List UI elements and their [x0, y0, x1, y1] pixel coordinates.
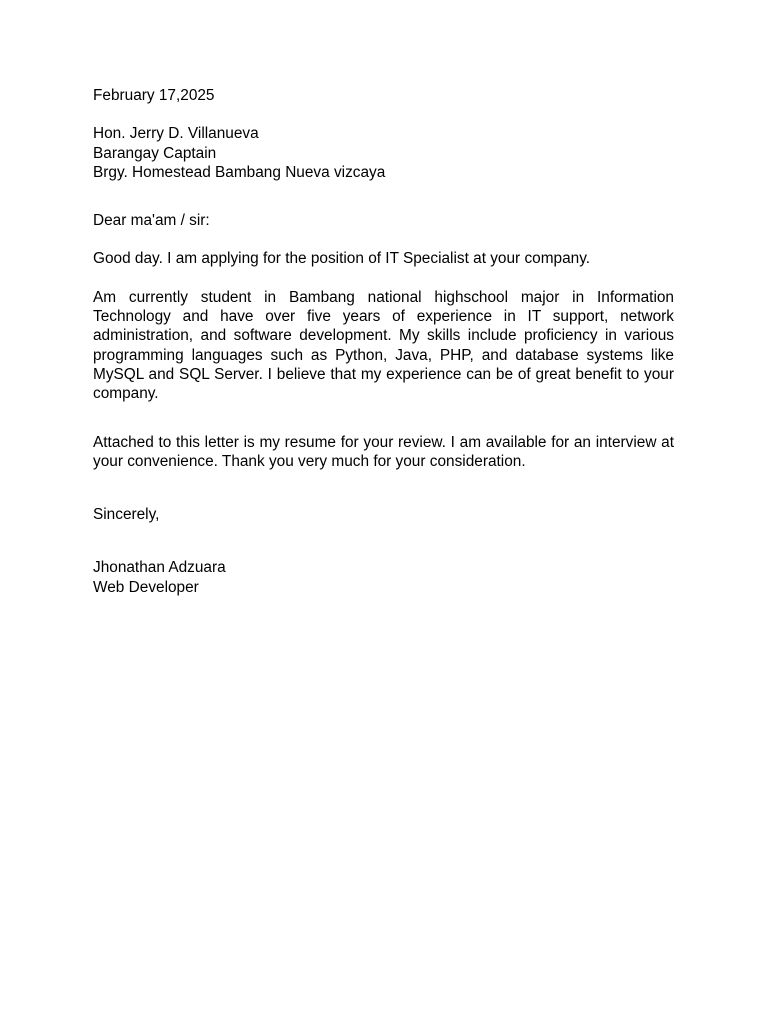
intro-paragraph: Good day. I am applying for the position of IT Specialist at your company. — [93, 250, 591, 268]
recipient-name: Hon. Jerry D. Villanueva — [93, 125, 259, 143]
salutation: Dear ma'am / sir: — [93, 212, 210, 230]
signature-block — [93, 558, 674, 597]
sender-name: Jhonathan Adzuara — [93, 559, 226, 577]
letter-date: February 17,2025 — [93, 87, 215, 104]
body-paragraph-attachment: Attached to this letter is my resume for your review. I am available for an interview at your convenience. Thank you very much for your consideration. — [93, 433, 674, 470]
recipient-address: Brgy. Homestead Bambang Nueva vizcaya — [93, 163, 386, 181]
recipient-block — [93, 124, 674, 182]
body-paragraph-experience: Am currently student in Bambang national highschool major in Information Technology and have over five years of experience in IT support, network administration, and software development. My skills include proficiency in various programming languages such as Python, Java, PHP, and database systems like MySQL and SQL Server. I believe that my experience can be of great benefit to your company. — [93, 288, 674, 403]
sender-title: Web Developer — [93, 578, 199, 596]
closing: Sincerely, — [93, 506, 160, 524]
cover-letter — [93, 86, 674, 597]
recipient-title: Barangay Captain — [93, 144, 217, 162]
